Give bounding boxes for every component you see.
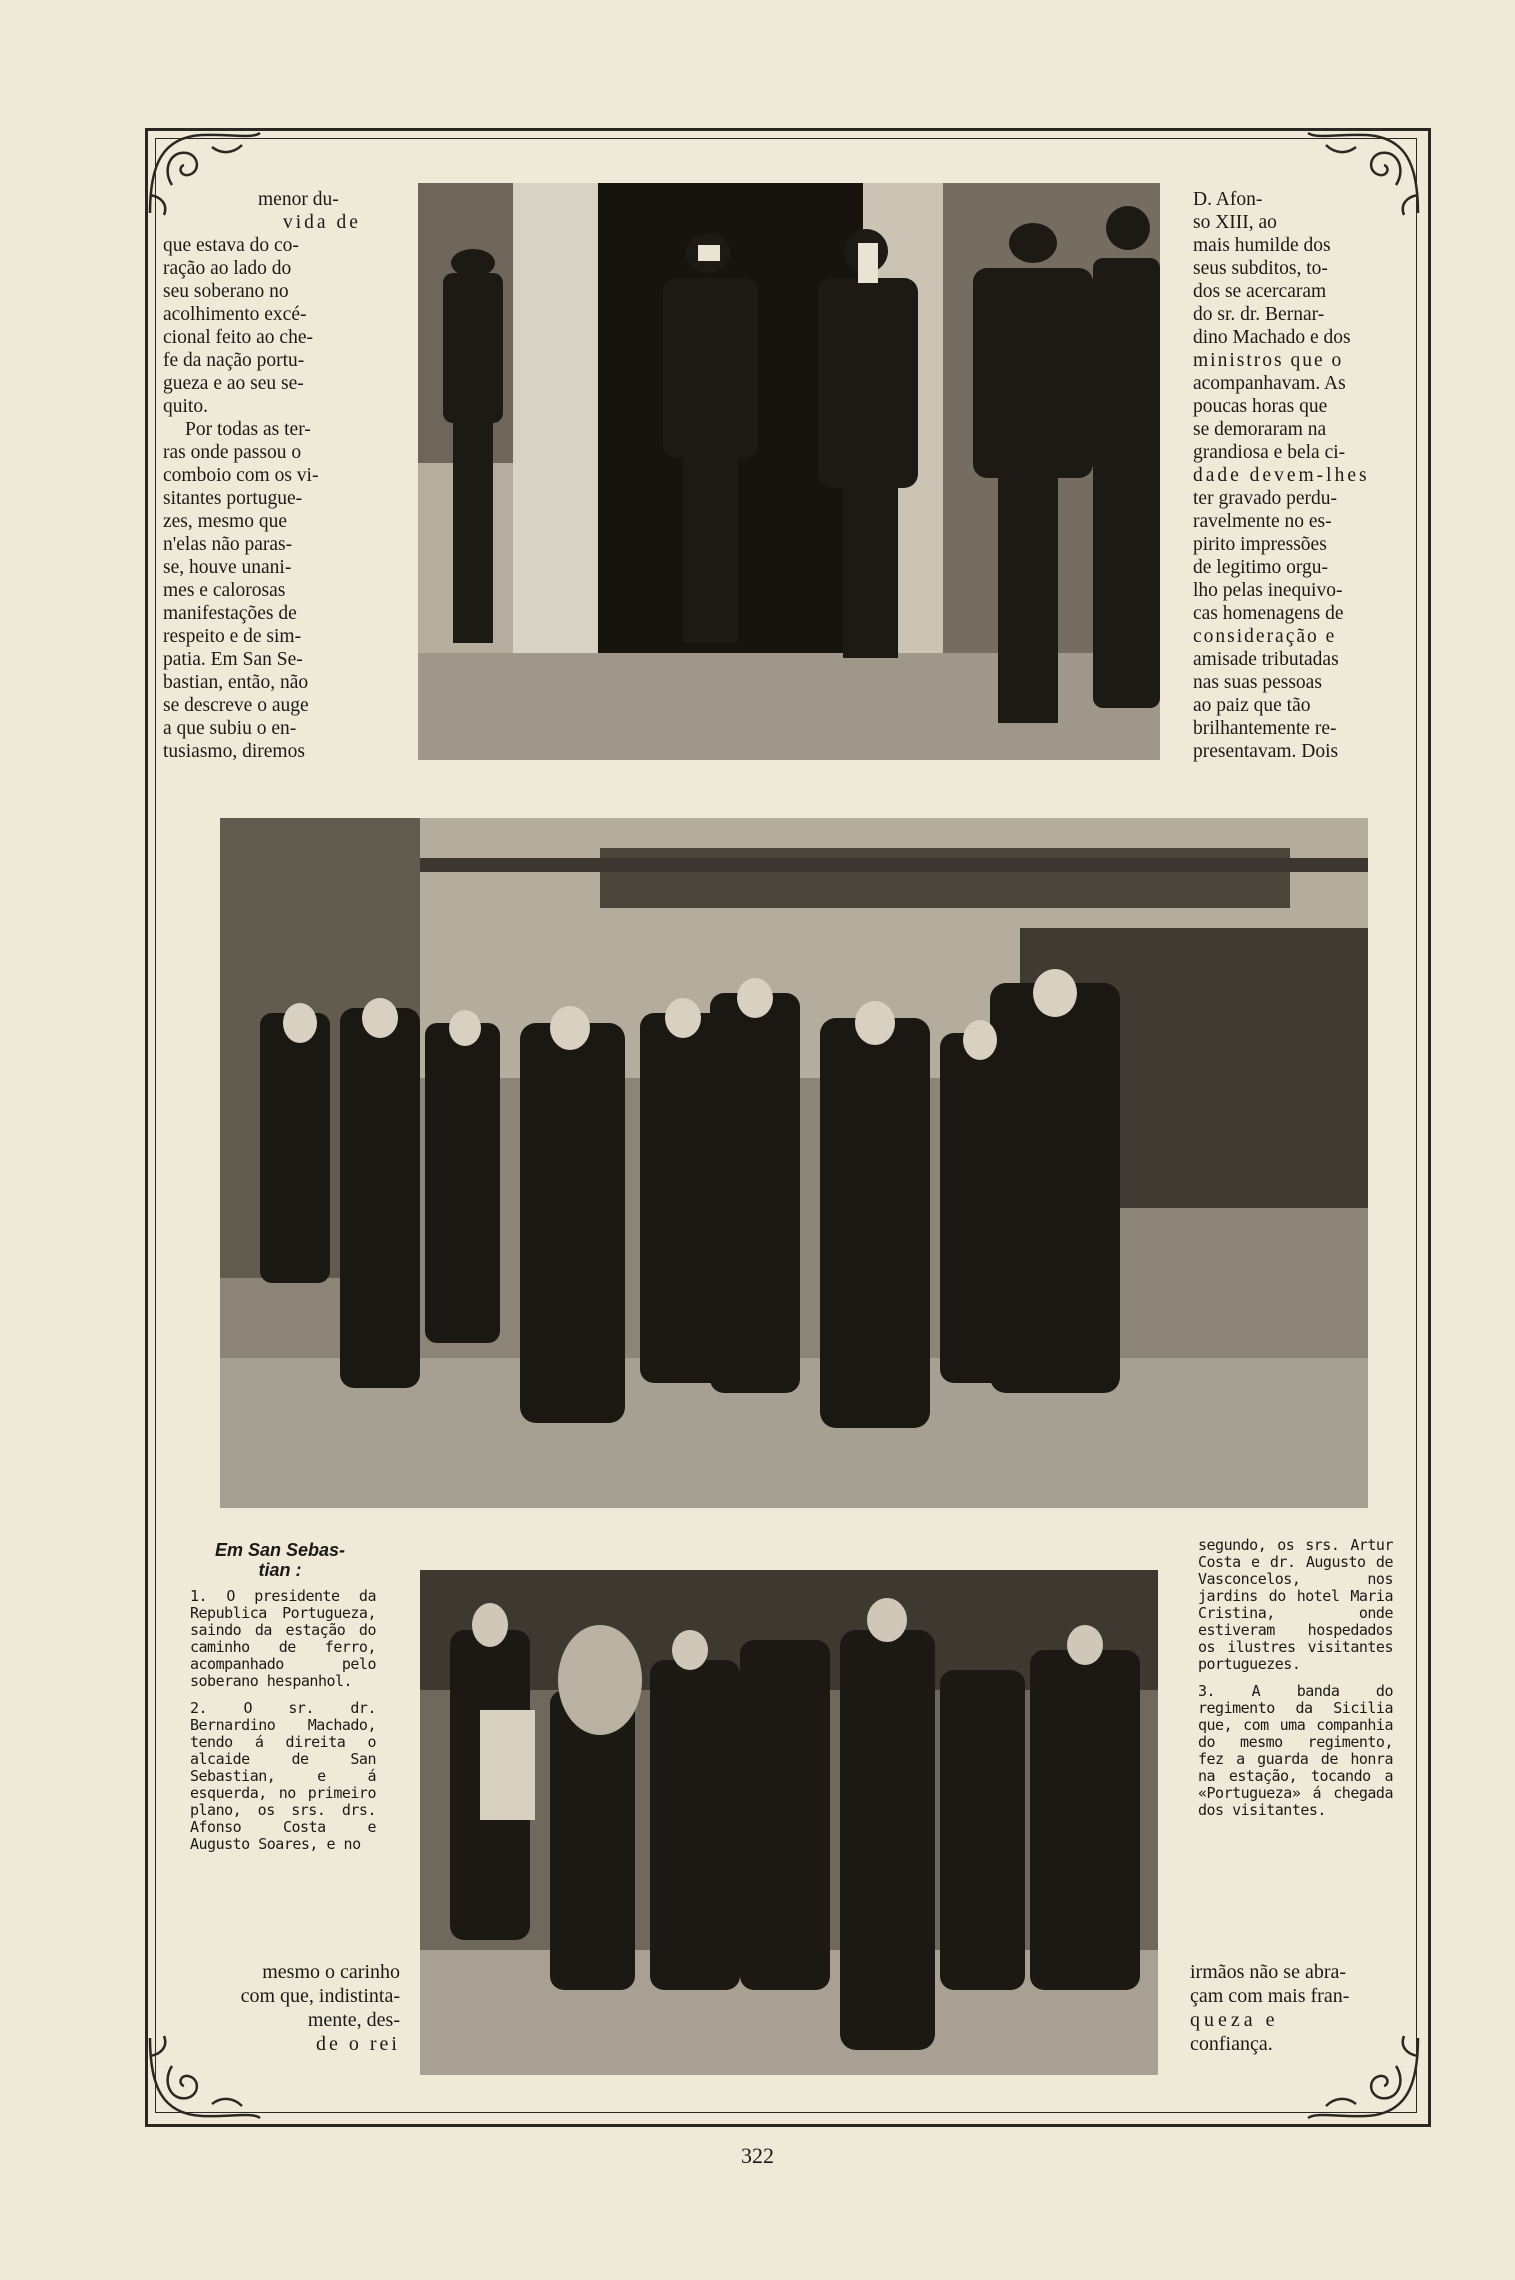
text-line: vida de [283, 212, 361, 233]
text-line: nas suas pessoas [1193, 672, 1322, 693]
text-line: dino Machado e dos [1193, 327, 1351, 348]
text-line: confiança. [1190, 2033, 1273, 2055]
text-line: mente, des- [307, 2009, 400, 2031]
text-line: pirito impressões [1193, 534, 1327, 555]
text-line: respeito e de sim- [163, 626, 302, 647]
caption-item-3: 3. A banda do regimento da Sicilia que, com uma companhia do mesmo regimento, fez a guarda de honra na estação, tocando a «Portugueza» á chegada dos visitantes. [1198, 1682, 1393, 1819]
text-line: cas homenagens de [1193, 603, 1344, 624]
text-line: poucas horas que [1193, 396, 1328, 417]
caption-heading [200, 1540, 360, 1580]
text-line: seus subditos, to- [1193, 258, 1328, 279]
text-line: gueza e ao seu se- [163, 373, 304, 394]
text-line: se, houve unani- [163, 557, 292, 578]
text-line: acompanhavam. As [1193, 373, 1346, 394]
text-line: dos se acercaram [1193, 281, 1327, 302]
text-line: do sr. dr. Bernar- [1193, 304, 1325, 325]
text-line: zes, mesmo que [163, 511, 288, 532]
text-line: de o rei [316, 2033, 400, 2055]
caption-heading-line: tian : [258, 1560, 302, 1580]
caption-item-1: 1. O presidente da Republica Portugueza, saindo da estação do caminho de ferro, acompanhado pelo soberano hespanhol. [190, 1587, 376, 1690]
photo-regimental-band [420, 1570, 1158, 2075]
text-line: mesmo o carinho [262, 1961, 400, 1983]
text-line: brilhantemente re- [1193, 718, 1337, 739]
text-line: ravelmente no es- [1193, 511, 1332, 532]
text-line: menor du- [258, 189, 339, 210]
text-line: ração ao lado do [163, 258, 292, 279]
text-line: quito. [163, 396, 208, 417]
text-line: mais humilde dos [1193, 235, 1331, 256]
text-line: Por todas as ter- [185, 419, 311, 440]
text-line: fe da nação portu- [163, 350, 305, 371]
text-line: irmãos não se abra- [1190, 1961, 1347, 1983]
text-line: mes e calorosas [163, 580, 286, 601]
article-column-right-top [1193, 188, 1403, 763]
text-line: bastian, então, não [163, 672, 309, 693]
text-line: tusiasmo, diremos [163, 741, 305, 762]
text-line: que estava do co- [163, 235, 299, 256]
text-line: a que subiu o en- [163, 718, 297, 739]
text-line: çam com mais fran- [1190, 1985, 1350, 2007]
caption-item-continued: segundo, os srs. Artur Costa e dr. Augusto de Vasconcelos, nos jardins do hotel Maria Cristina, onde estiveram hospedados os ilustres visitantes portuguezes. [1198, 1536, 1393, 1673]
text-line: sitantes portugue- [163, 488, 303, 509]
text-line: ao paiz que tão [1193, 695, 1311, 716]
text-line: se descreve o auge [163, 695, 309, 716]
text-line: comboio com os vi- [163, 465, 319, 486]
text-line: dade devem-lhes [1193, 465, 1370, 486]
text-line: grandiosa e bela ci- [1193, 442, 1346, 463]
text-line: acolhimento excé- [163, 304, 307, 325]
page-number: 322 [741, 2143, 774, 2168]
text-line: queza e [1190, 2009, 1279, 2031]
text-line: se demoraram na [1193, 419, 1327, 440]
text-line: so XIII, ao [1193, 212, 1277, 233]
text-line: D. Afon- [1193, 189, 1263, 210]
text-line: de legitimo orgu- [1193, 557, 1329, 578]
caption-left [190, 1588, 376, 1863]
text-line: ter gravado perdu- [1193, 488, 1338, 509]
photo-group-hotel-gardens [220, 818, 1368, 1508]
text-line: seu soberano no [163, 281, 289, 302]
text-line: amisade tributadas [1193, 649, 1339, 670]
text-line: manifestações de [163, 603, 297, 624]
text-line: ras onde passou o [163, 442, 302, 463]
text-line: com que, indistinta- [240, 1985, 400, 2007]
text-line: lho pelas inequivo- [1193, 580, 1343, 601]
caption-right [1198, 1537, 1393, 1829]
article-column-left-top [163, 188, 378, 763]
caption-heading-line: Em San Sebas- [214, 1540, 346, 1560]
article-column-right-bottom [1190, 1960, 1395, 2056]
text-line: presentavam. Dois [1193, 741, 1339, 762]
text-line: ministros que o [1193, 350, 1344, 371]
text-line: consideração e [1193, 626, 1337, 647]
text-line: patia. Em San Se- [163, 649, 303, 670]
caption-item-2: 2. O sr. dr. Bernardino Machado, tendo á direita o alcaide de San Sebastian, e á esquerda, no primeiro plano, os srs. drs. Afonso Costa e Augusto Soares, e no [190, 1699, 376, 1853]
photo-president-leaving-station [418, 183, 1160, 760]
text-line: n'elas não paras- [163, 534, 293, 555]
text-line: cional feito ao che- [163, 327, 313, 348]
article-column-left-bottom [190, 1960, 400, 2056]
